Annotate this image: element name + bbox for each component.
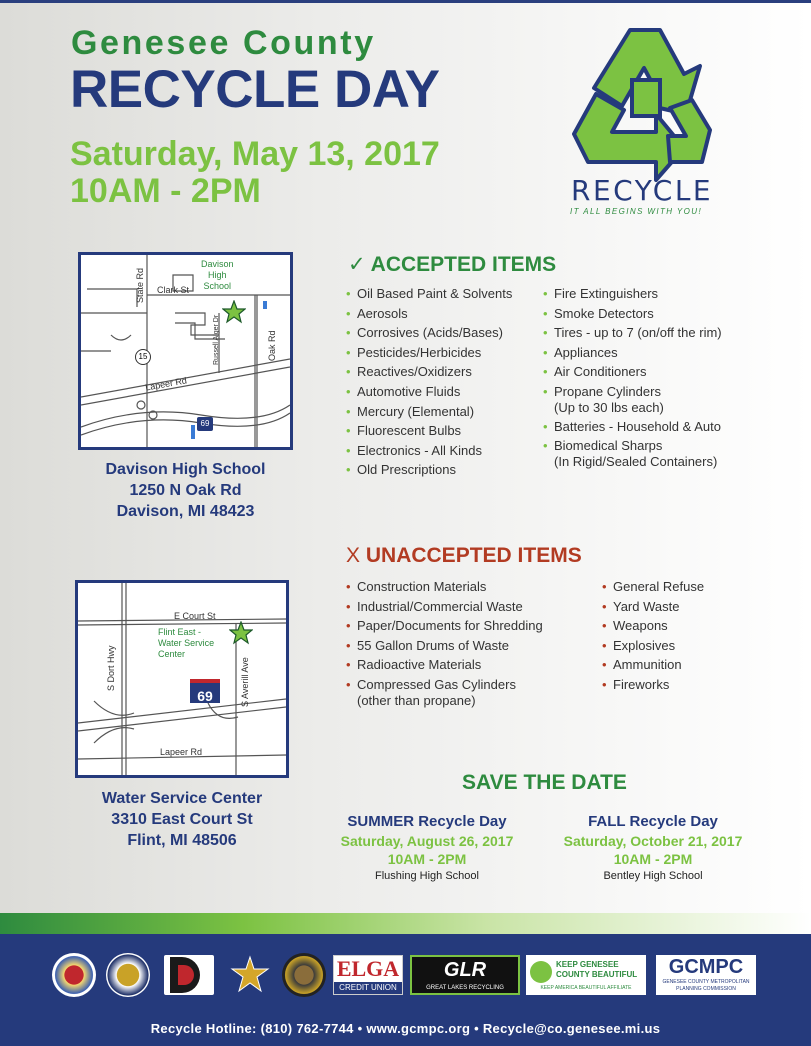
- list-item: • Pesticides/Herbicides: [346, 343, 512, 363]
- list-item: [543, 436, 722, 471]
- event-time: 10AM - 2PM: [70, 172, 261, 210]
- location-star-icon: [222, 300, 246, 324]
- item-text: Propane Cylinders: [554, 383, 661, 399]
- elga-logo-subtext: CREDIT UNION: [334, 982, 402, 994]
- location1-street: 1250 N Oak Rd: [129, 482, 242, 499]
- city-seal-icon: [106, 953, 150, 997]
- list-item: • Radioactive Materials: [346, 655, 543, 675]
- lapeer-label: Lapeer Rd: [144, 375, 188, 393]
- leaf-icon: [530, 961, 552, 983]
- list-item: • Automotive Fluids: [346, 382, 512, 402]
- recycle-logo-tagline: IT ALL BEGINS WITH YOU!: [570, 207, 703, 216]
- summer-event: [312, 812, 542, 884]
- fall-heading: FALL Recycle Day: [588, 813, 718, 830]
- summer-date: Saturday, August 26, 2017: [340, 833, 514, 849]
- fall-place: Bentley High School: [603, 870, 703, 882]
- checkmark-icon: ✓: [348, 252, 366, 276]
- list-item: • Electronics - All Kinds: [346, 441, 512, 461]
- fall-event: [538, 812, 768, 884]
- item-text: Biomedical Sharps: [554, 438, 663, 454]
- item-subtext: (other than propane): [357, 692, 476, 708]
- i69-shield: 69: [190, 679, 220, 703]
- accepted-list-1: [346, 284, 512, 480]
- davison-map-roads: [81, 255, 290, 447]
- top-rule: [0, 0, 811, 3]
- school-label: Davison High School: [201, 259, 234, 291]
- item-subtext: (Up to 30 lbs each): [554, 399, 664, 415]
- unaccepted-list-2: [602, 577, 704, 695]
- fall-date: Saturday, October 21, 2017: [563, 833, 743, 849]
- dort-hwy-label: S Dort Hwy: [106, 645, 116, 691]
- list-item: [346, 675, 543, 710]
- oak-rd-label: Oak Rd: [267, 330, 277, 361]
- accepted-title: ACCEPTED ITEMS: [370, 253, 557, 276]
- item-text: Compressed Gas Cylinders: [357, 676, 516, 692]
- gcmpc-logo: [656, 955, 756, 995]
- list-item: • Reactives/Oxidizers: [346, 362, 512, 382]
- list-item: • Tires - up to 7 (on/off the rim): [543, 323, 722, 343]
- center-label: Flint East - Water Service Center: [158, 627, 215, 659]
- flint-east-map[interactable]: [75, 580, 289, 778]
- location2-street: 3310 East Court St: [111, 811, 253, 828]
- location2-address: [75, 788, 289, 851]
- glr-logo: [410, 955, 520, 995]
- list-item: • Fireworks: [602, 675, 704, 695]
- accepted-heading: [348, 252, 556, 277]
- list-item: • 55 Gallon Drums of Waste: [346, 636, 543, 656]
- list-item: • Fluorescent Bulbs: [346, 421, 512, 441]
- davison-map[interactable]: [78, 252, 293, 450]
- summer-heading: SUMMER Recycle Day: [347, 813, 507, 830]
- page-title: RECYCLE DAY: [70, 60, 440, 119]
- gcmpc-logo-text: GCMPC: [668, 956, 744, 978]
- state-rd-label: State Rd: [135, 267, 145, 303]
- list-item: • Fire Extinguishers: [543, 284, 722, 304]
- kgcb-logo-subtext: KEEP AMERICA BEAUTIFUL AFFILIATE: [540, 985, 632, 991]
- list-item: • Industrial/Commercial Waste: [346, 597, 543, 617]
- list-item: • Weapons: [602, 616, 704, 636]
- list-item: • Batteries - Household & Auto: [543, 417, 722, 437]
- list-item: • General Refuse: [602, 577, 704, 597]
- footer-contact: Recycle Hotline: (810) 762-7744 • www.gcmpc.org • Recycle@co.genesee.mi.us: [150, 1021, 661, 1036]
- elga-logo-text: ELGA: [336, 956, 400, 981]
- list-item: • Corrosives (Acids/Bases): [346, 323, 512, 343]
- unaccepted-heading: [346, 544, 582, 568]
- location2-city: Flint, MI 48506: [127, 832, 237, 849]
- glr-logo-subtext: GREAT LAKES RECYCLING: [426, 985, 504, 991]
- sheriff-star-icon: [226, 955, 274, 995]
- item-subtext: (In Rigid/Sealed Containers): [554, 453, 718, 469]
- green-stripe: [0, 913, 811, 936]
- county-title: Genesee County: [71, 24, 376, 62]
- unaccepted-title: UNACCEPTED ITEMS: [365, 544, 582, 567]
- summer-time: 10AM - 2PM: [387, 851, 467, 867]
- list-item: [543, 382, 722, 417]
- location1-address: [78, 459, 293, 522]
- list-item: • Yard Waste: [602, 597, 704, 617]
- county-seal-icon: [52, 953, 96, 997]
- averill-label: S Averill Ave: [240, 657, 250, 707]
- event-date: Saturday, May 13, 2017: [70, 135, 440, 173]
- lapeer-rd-label: Lapeer Rd: [160, 747, 203, 757]
- route-15-shield: 15: [135, 349, 151, 365]
- list-item: • Air Conditioners: [543, 362, 722, 382]
- russell-label: Russell Alger Dr: [213, 314, 220, 365]
- gcmpc-logo-subtext: GENESEE COUNTY METROPOLITAN PLANNING COMMISSION: [662, 979, 750, 992]
- location1-name: Davison High School: [105, 461, 266, 478]
- accepted-list-2: [543, 284, 722, 471]
- list-item: • Smoke Detectors: [543, 304, 722, 324]
- elga-logo: [333, 955, 403, 995]
- fall-time: 10AM - 2PM: [613, 851, 693, 867]
- list-item: • Mercury (Elemental): [346, 402, 512, 422]
- list-item: • Appliances: [543, 343, 722, 363]
- list-item: • Old Prescriptions: [346, 460, 512, 480]
- list-item: • Aerosols: [346, 304, 512, 324]
- x-mark-icon: X: [346, 544, 361, 567]
- kgcb-logo: [526, 955, 646, 995]
- glr-logo-text: GLR: [443, 959, 487, 981]
- list-item: • Oil Based Paint & Solvents: [346, 284, 512, 304]
- location1-city: Davison, MI 48423: [116, 503, 255, 520]
- summer-place: Flushing High School: [375, 870, 479, 882]
- location2-name: Water Service Center: [101, 790, 263, 807]
- police-badge-icon: [282, 953, 326, 997]
- clark-st-label: Clark St: [157, 285, 190, 295]
- court-st-label: E Court St: [174, 611, 216, 621]
- list-item: • Explosives: [602, 636, 704, 656]
- kgcb-logo-text: KEEP GENESEE COUNTY BEAUTIFUL: [556, 960, 638, 979]
- list-item: • Paper/Documents for Shredding: [346, 616, 543, 636]
- save-the-date-heading: SAVE THE DATE: [462, 771, 627, 794]
- i69-shield: 69: [197, 417, 213, 431]
- location-star-icon: [229, 621, 253, 645]
- recycle-logo-word: RECYCLE: [571, 174, 714, 207]
- list-item: • Ammunition: [602, 655, 704, 675]
- unaccepted-list-1: [346, 577, 543, 710]
- list-item: • Construction Materials: [346, 577, 543, 597]
- davison-d-logo-icon: [164, 955, 214, 995]
